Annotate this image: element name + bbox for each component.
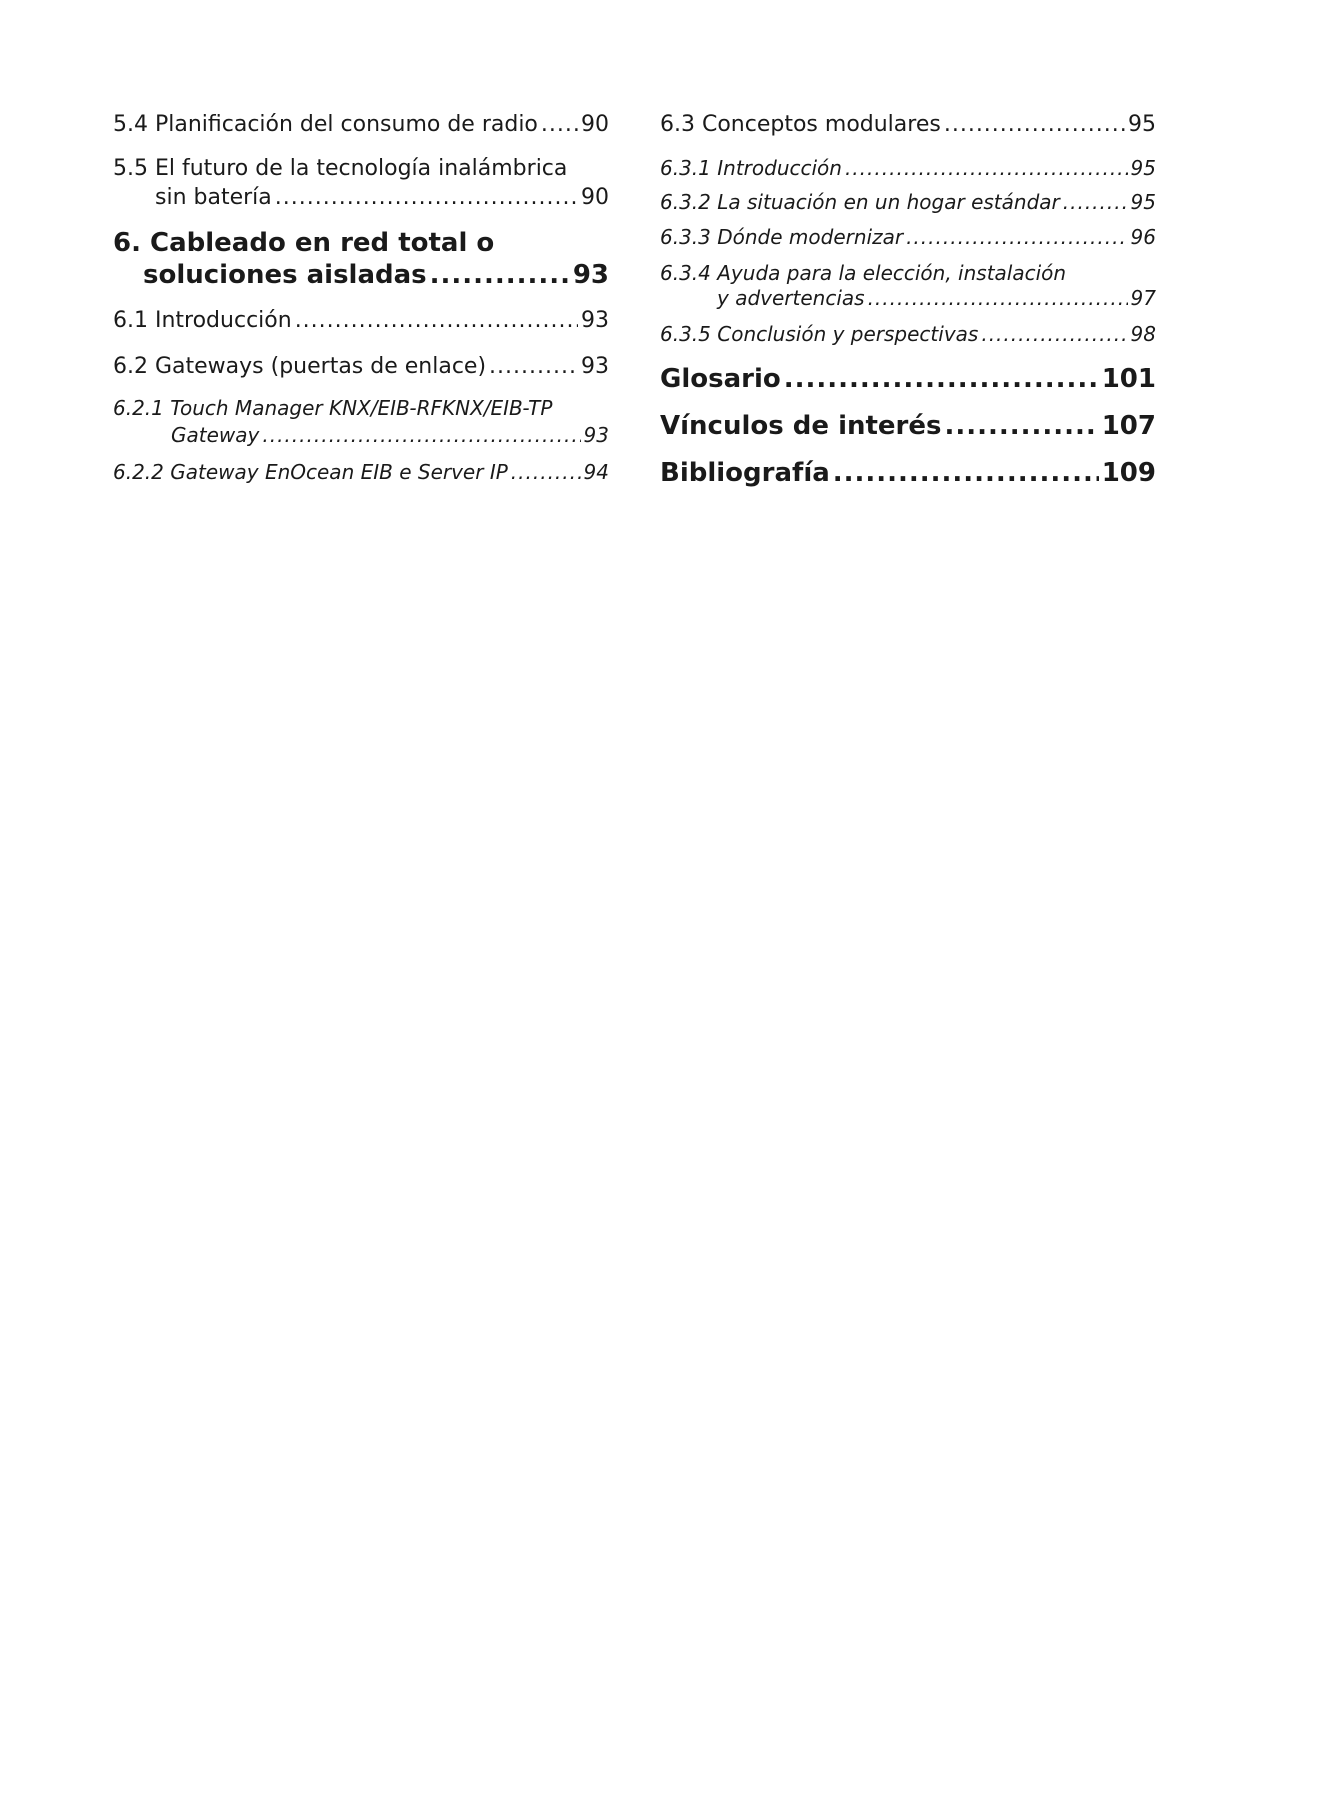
toc-chapter-title: 6. Cableado en red total o	[113, 228, 495, 258]
toc-page-number: 94	[583, 460, 609, 484]
toc-page-number: 109	[1101, 458, 1156, 488]
toc-page-number: 93	[583, 423, 609, 447]
dot-leader	[944, 112, 1125, 137]
toc-entry-title-continued: Gateway	[171, 423, 260, 447]
toc-page-number: 90	[581, 112, 609, 137]
toc-chapter-title: Vínculos de interés	[660, 411, 942, 441]
toc-chapter-glosario[interactable]	[660, 364, 1156, 394]
toc-entry-6-3-2[interactable]	[660, 190, 1156, 214]
toc-entry-title: 6.3.3 Dónde modernizar	[660, 225, 904, 249]
toc-chapter-title: Glosario	[660, 364, 781, 394]
toc-page-number: 90	[581, 185, 609, 210]
toc-entry-title: 6.2 Gateways (puertas de enlace)	[113, 354, 487, 379]
dot-leader	[944, 411, 1098, 441]
dot-leader	[295, 308, 578, 333]
toc-entry-6-1[interactable]	[113, 308, 609, 333]
toc-entry-title: 6.3 Conceptos modulares	[660, 112, 941, 137]
dot-leader	[541, 112, 578, 137]
toc-entry-6-3[interactable]	[660, 112, 1156, 137]
toc-page-number: 95	[1128, 112, 1156, 137]
dot-leader	[845, 156, 1128, 180]
toc-page-number: 93	[581, 308, 609, 333]
dot-leader	[1063, 190, 1128, 214]
toc-page-number: 107	[1101, 411, 1156, 441]
dot-leader	[981, 322, 1127, 346]
dot-leader	[275, 185, 578, 210]
toc-chapter-title-continued: soluciones aisladas	[143, 260, 427, 290]
toc-entry-title: 5.5 El futuro de la tecnología inalámbrica	[113, 156, 568, 181]
toc-page-number: 96	[1130, 225, 1156, 249]
toc-entry-title: 6.2.1 Touch Manager KNX/EIB-RFKNX/EIB-TP	[113, 396, 553, 420]
toc-page-number: 95	[1130, 156, 1156, 180]
toc-entry-title: 6.1 Introducción	[113, 308, 292, 333]
toc-entry-title: 6.3.5 Conclusión y perspectivas	[660, 322, 979, 346]
toc-entry-6-3-4[interactable]	[660, 261, 1156, 310]
toc-page-number: 97	[1130, 286, 1156, 310]
toc-entry-6-2[interactable]	[113, 354, 609, 379]
toc-page-number: 93	[581, 354, 609, 379]
toc-entry-title: 6.3.4 Ayuda para la elección, instalación	[660, 261, 1067, 285]
toc-chapter-title: Bibliografía	[660, 458, 830, 488]
toc-page-number: 95	[1130, 190, 1156, 214]
dot-leader	[511, 460, 581, 484]
toc-page-number: 98	[1130, 322, 1156, 346]
dot-leader	[262, 423, 580, 447]
dot-leader	[906, 225, 1127, 249]
toc-chapter-bibliografia[interactable]	[660, 458, 1156, 488]
toc-chapter-6[interactable]	[113, 228, 609, 290]
toc-entry-6-3-5[interactable]	[660, 322, 1156, 346]
toc-entry-title: 6.3.2 La situación en un hogar estándar	[660, 190, 1060, 214]
toc-entry-title: 6.2.2 Gateway EnOcean EIB e Server IP	[113, 460, 508, 484]
toc-chapter-vinculos[interactable]	[660, 411, 1156, 441]
dot-leader	[784, 364, 1099, 394]
dot-leader	[430, 260, 570, 290]
toc-entry-5-4[interactable]	[113, 112, 609, 137]
toc-entry-title: 5.4 Planificación del consumo de radio	[113, 112, 538, 137]
dot-leader	[489, 354, 578, 379]
dot-leader	[833, 458, 1099, 488]
toc-entry-6-2-2[interactable]	[113, 460, 609, 484]
toc-entry-6-3-3[interactable]	[660, 225, 1156, 249]
toc-entry-5-5[interactable]	[113, 156, 609, 210]
toc-page-number: 93	[572, 260, 609, 290]
toc-entry-6-2-1[interactable]	[113, 396, 609, 447]
dot-leader	[868, 286, 1128, 310]
toc-entry-title-continued: sin batería	[155, 185, 272, 210]
toc-entry-title-continued: y advertencias	[717, 286, 865, 310]
toc-entry-title: 6.3.1 Introducción	[660, 156, 842, 180]
toc-entry-6-3-1[interactable]	[660, 156, 1156, 180]
toc-page-number: 101	[1101, 364, 1156, 394]
